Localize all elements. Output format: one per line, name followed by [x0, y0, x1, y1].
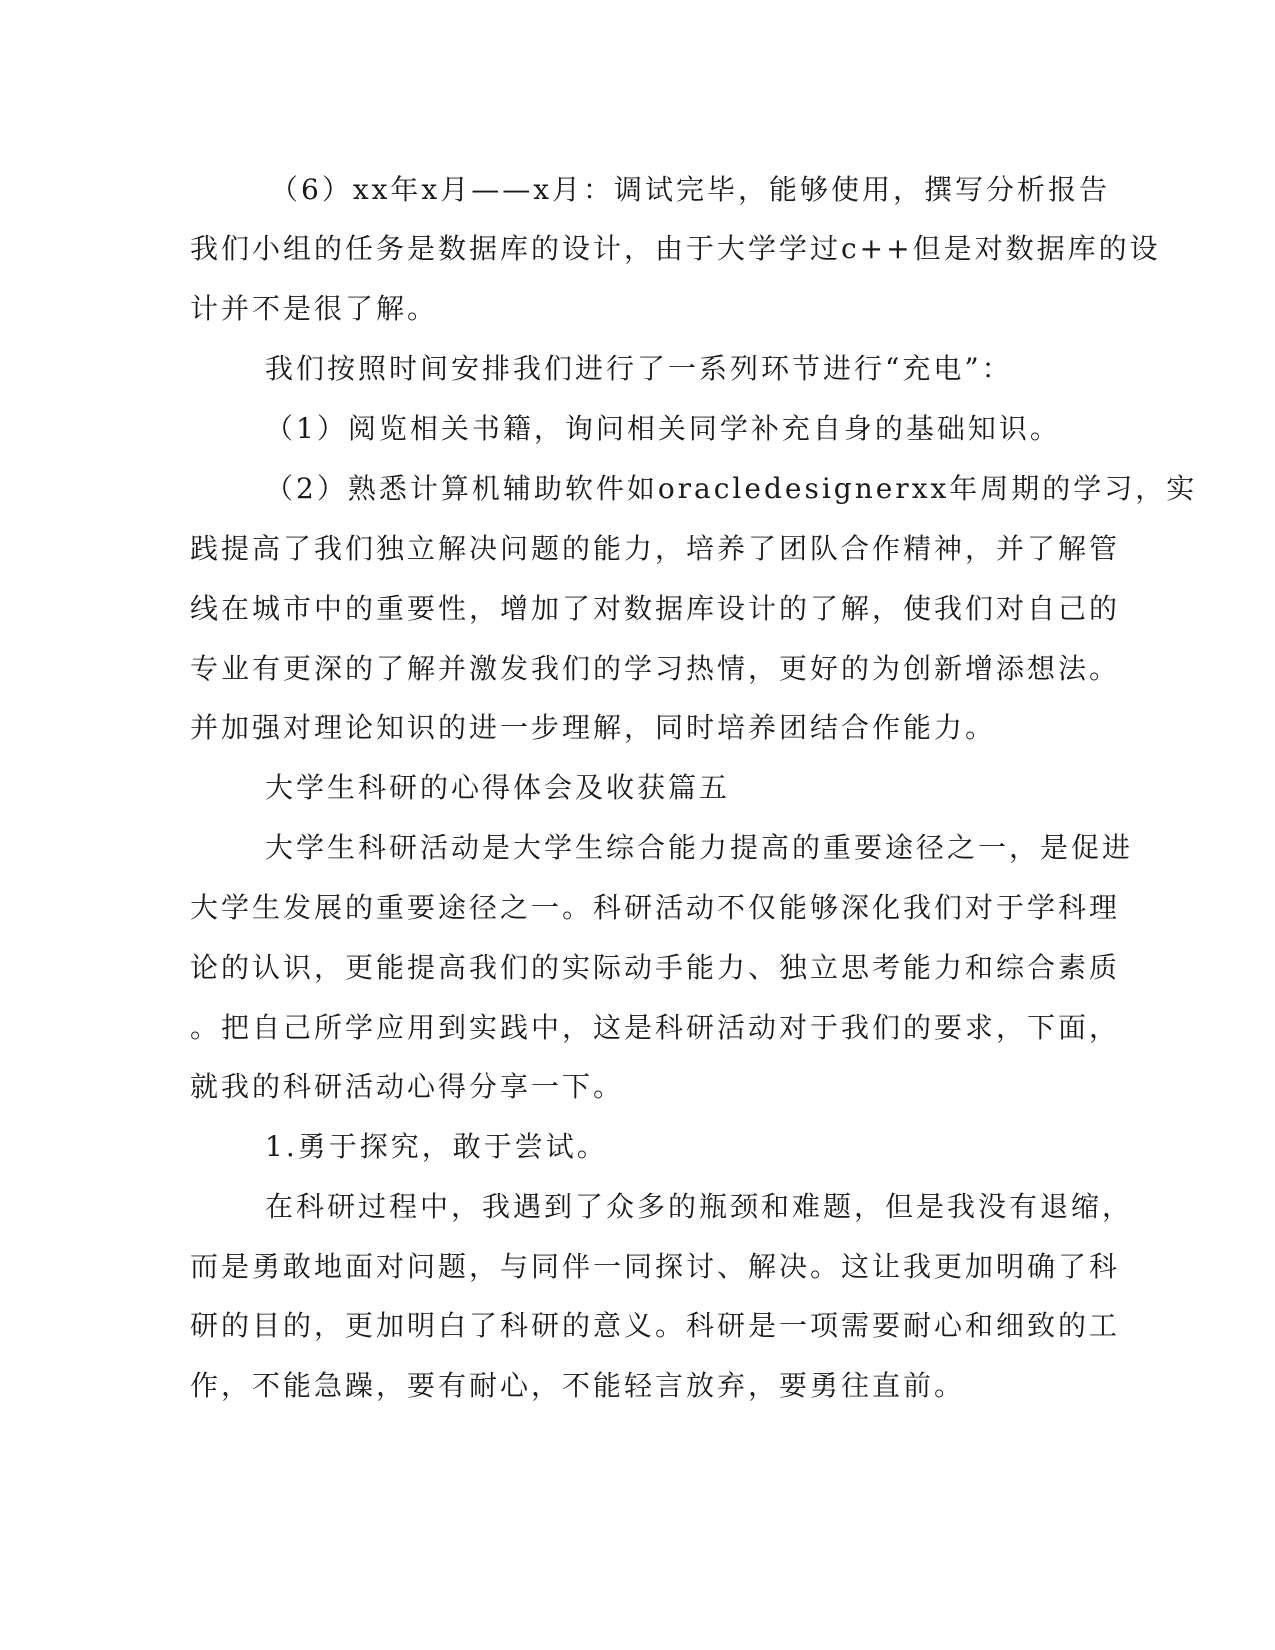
text-line: 线在城市中的重要性，增加了对数据库设计的了解，使我们对自己的: [190, 592, 1121, 625]
text-line: 计并不是很了解。: [190, 292, 439, 325]
section-heading: 大学生科研的心得体会及收获篇五: [265, 771, 731, 804]
text-line: （1）阅览相关书籍，询问相关同学补充自身的基础知识。: [265, 412, 1061, 445]
text-line: 专业有更深的了解并激发我们的学习热情，更好的为创新增添想法。: [190, 652, 1121, 685]
text-line: 。把自己所学应用到实践中，这是科研活动对于我们的要求，下面，: [190, 1011, 1121, 1044]
text-line: 并加强对理论知识的进一步理解，同时培养团结合作能力。: [190, 711, 997, 744]
text-line: 大学生发展的重要途径之一。科研活动不仅能够深化我们对于学科理: [190, 891, 1121, 924]
numbered-heading: 1.勇于探究，敢于尝试。: [265, 1130, 608, 1163]
text-line: 而是勇敢地面对问题，与同伴一同探讨、解决。这让我更加明确了科: [190, 1250, 1121, 1283]
text-line: 研的目的，更加明白了科研的意义。科研是一项需要耐心和细致的工: [190, 1309, 1121, 1342]
text-line: 就我的科研活动心得分享一下。: [190, 1070, 625, 1103]
text-line: （6）xx年x月——x月：调试完毕，能够使用，撰写分析报告: [270, 173, 1110, 206]
text-line: 作，不能急躁，要有耐心，不能轻言放弃，要勇往直前。: [190, 1369, 966, 1402]
text-line: 论的认识，更能提高我们的实际动手能力、独立思考能力和综合素质: [190, 951, 1121, 984]
text-line: 大学生科研活动是大学生综合能力提高的重要途径之一，是促进: [265, 831, 1134, 864]
text-line: （2）熟悉计算机辅助软件如oracledesignerxx年周期的学习，实: [265, 472, 1198, 505]
text-line: 践提高了我们独立解决问题的能力，培养了团队合作精神，并了解管: [190, 532, 1121, 565]
text-line: 我们按照时间安排我们进行了一系列环节进行“充电”：: [265, 352, 1013, 385]
text-line: 在科研过程中，我遇到了众多的瓶颈和难题，但是我没有退缩，: [265, 1190, 1134, 1223]
text-line: 我们小组的任务是数据库的设计，由于大学学过c++但是对数据库的设: [190, 232, 1161, 265]
